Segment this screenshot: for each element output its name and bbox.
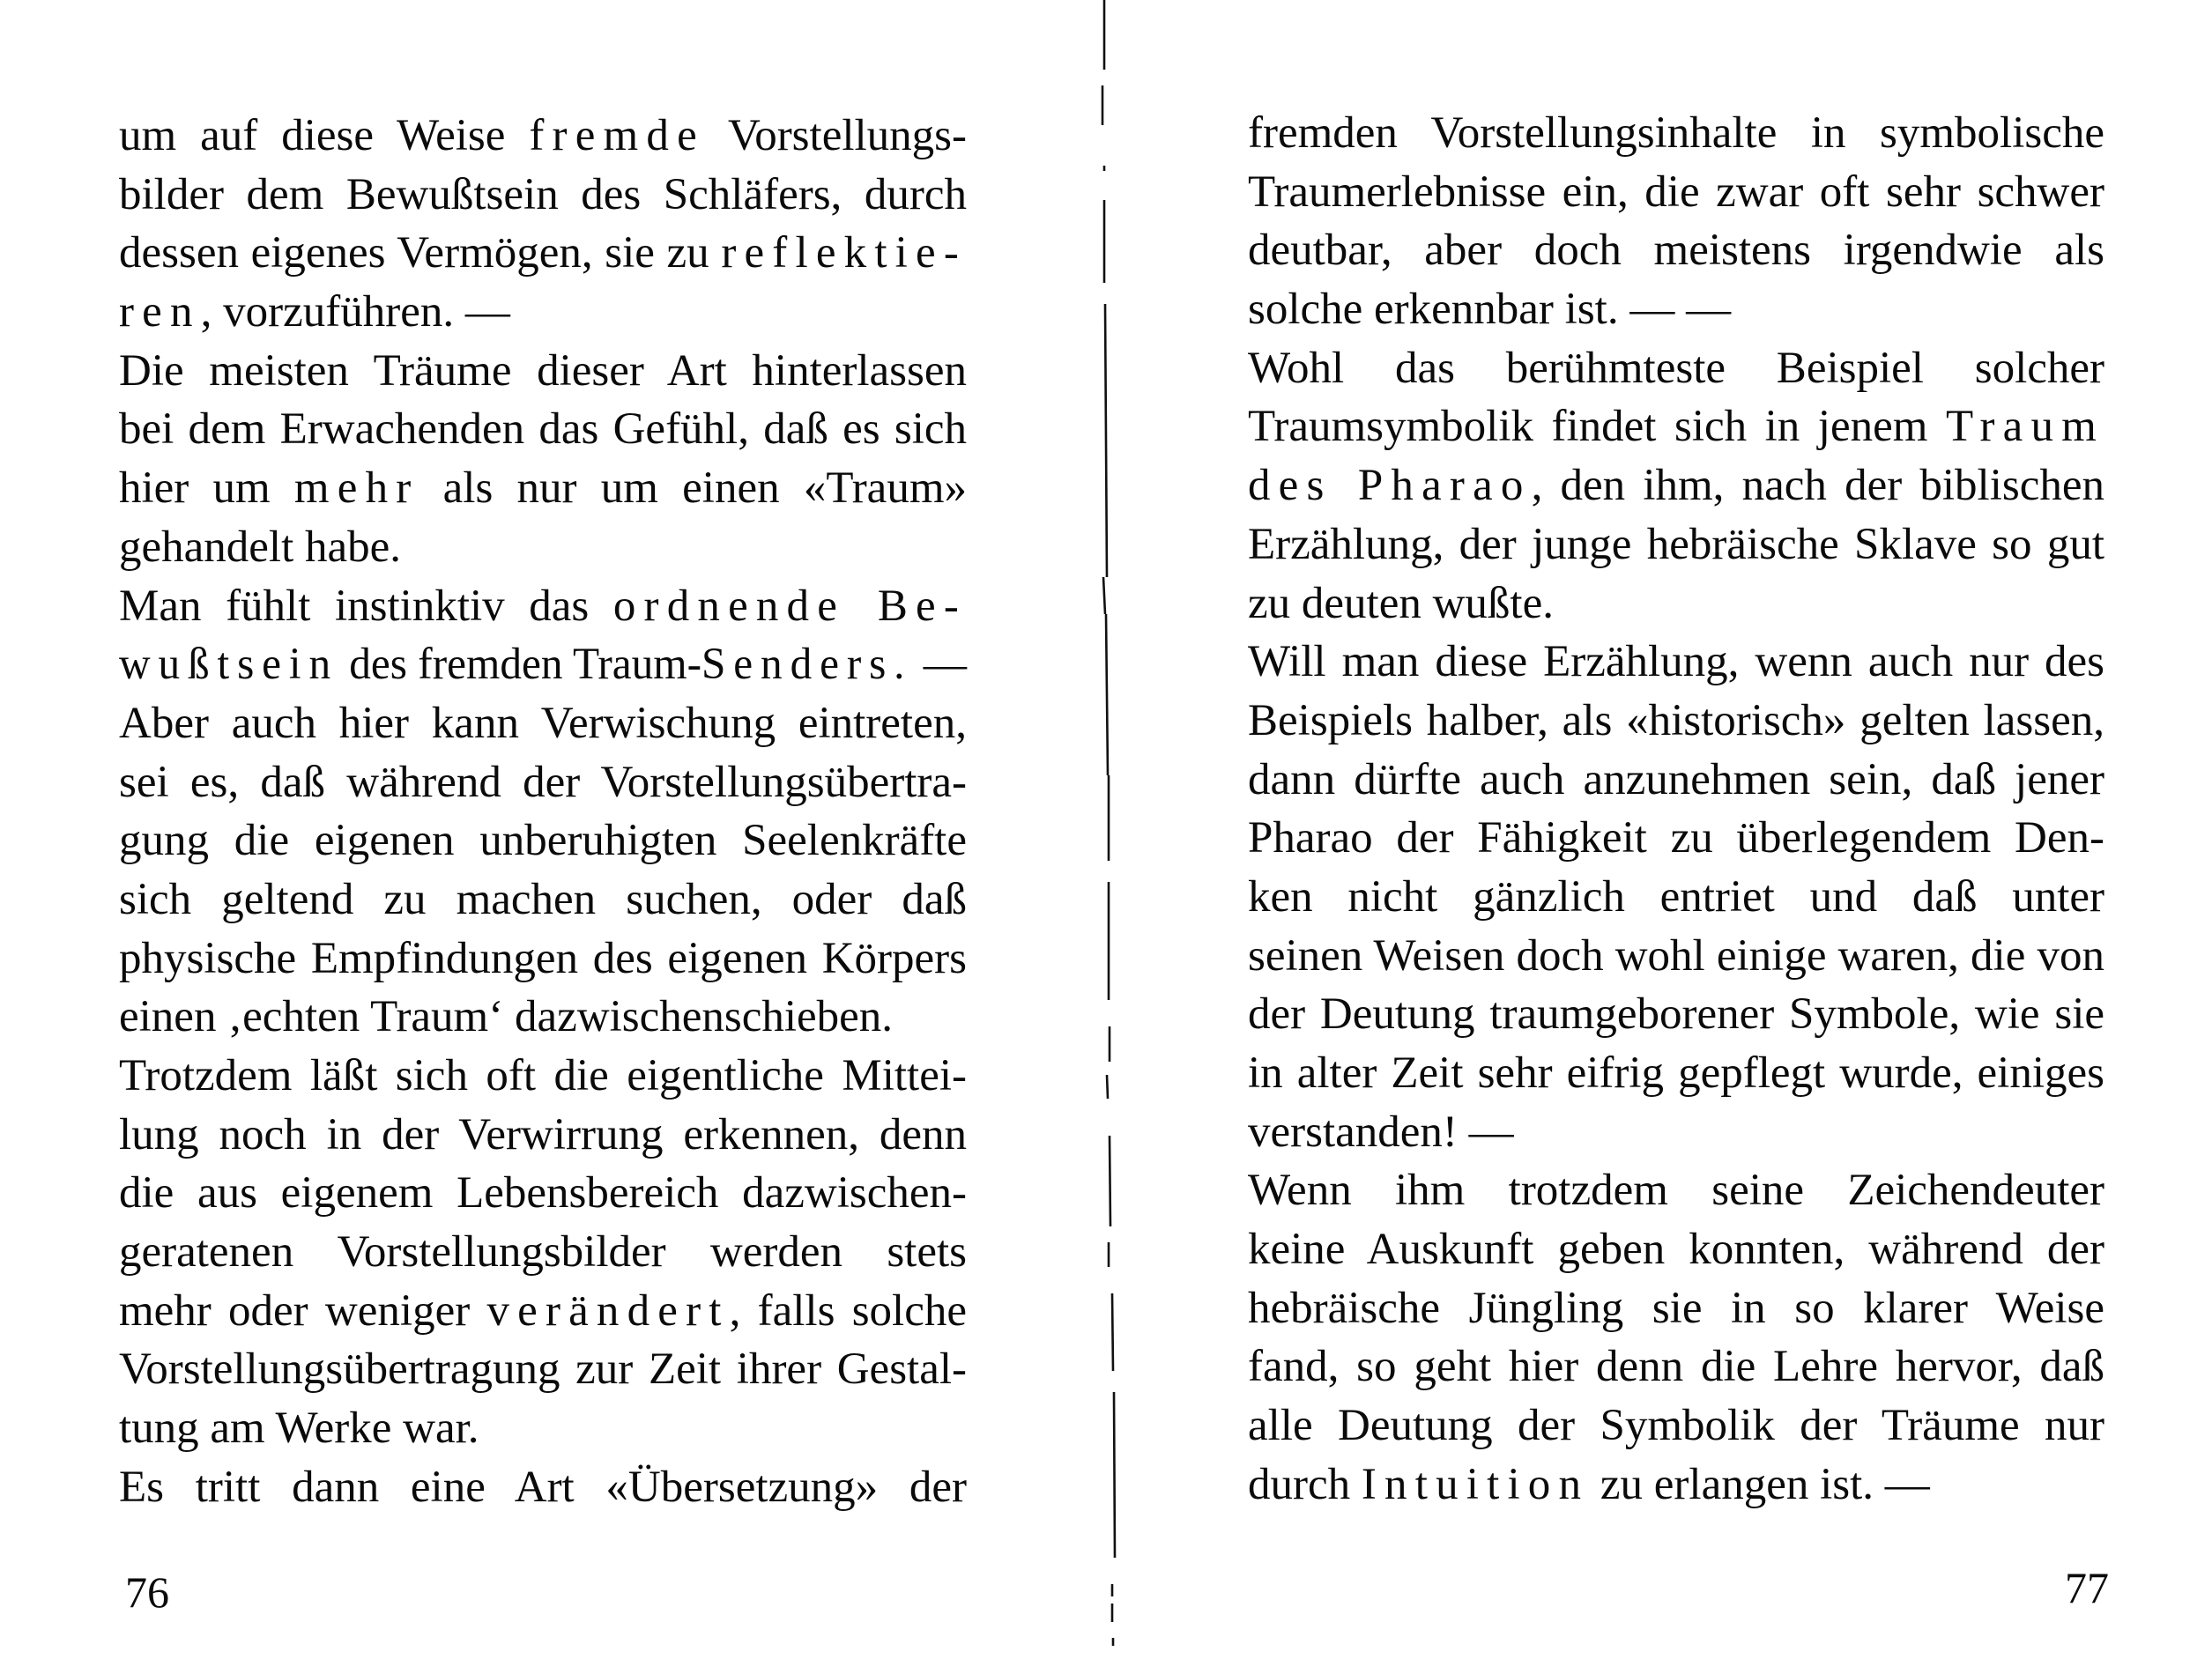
text-segment: Die meisten Träume dieser Art hinterlassen bbox=[119, 345, 967, 396]
gutter-line-segment bbox=[1106, 614, 1108, 775]
text-segment: in alter Zeit sehr eifrig gepflegt wurde, einiges bbox=[1248, 1048, 2104, 1098]
text-segment: des fremden Traum- bbox=[338, 640, 702, 690]
gutter-line-segment bbox=[1105, 304, 1107, 577]
text-segment: Es tritt dann eine Art «Übersetzung» der bbox=[119, 1462, 967, 1512]
spaced-emphasis-text: ren bbox=[119, 287, 201, 337]
text-segment: mehr oder weniger bbox=[119, 1285, 487, 1336]
text-line bbox=[119, 107, 967, 166]
spaced-emphasis-text: ordnende Be- bbox=[612, 581, 968, 631]
text-line bbox=[1248, 692, 2104, 751]
text-segment: lung noch in der Verwirrung erkennen, denn bbox=[119, 1109, 967, 1159]
text-line bbox=[119, 1106, 967, 1165]
text-segment: hier um bbox=[119, 463, 294, 514]
text-line bbox=[119, 1458, 967, 1517]
text-segment: ken nicht gänzlich entriet und daß unter bbox=[1248, 871, 2104, 922]
text-segment: Vorstellungsübertragung zur Zeit ihrer Gestal- bbox=[119, 1344, 967, 1395]
text-line bbox=[1248, 163, 2104, 222]
spaced-emphasis-text: reflektie- bbox=[721, 228, 967, 278]
text-segment: als nur um einen «Traum» bbox=[419, 463, 967, 514]
text-line-paragraph-end bbox=[119, 518, 967, 577]
text-line bbox=[1248, 1161, 2104, 1220]
text-segment: — bbox=[912, 640, 967, 690]
text-segment: Traumerlebnisse ein, die zwar oft sehr schwer bbox=[1248, 167, 2104, 217]
spaced-emphasis-text: wußtsein bbox=[119, 640, 338, 690]
gutter-line-segment bbox=[1103, 577, 1105, 614]
text-line bbox=[1248, 339, 2104, 398]
text-segment: Beispiels halber, als «historisch» gelten lassen, bbox=[1248, 695, 2104, 745]
text-segment: seinen Weisen doch wohl einige waren, die von bbox=[1248, 930, 2104, 981]
text-segment: Man fühlt instinktiv das bbox=[119, 581, 613, 631]
text-line-paragraph-end bbox=[119, 283, 967, 342]
text-segment: verstanden! — bbox=[1248, 1107, 1514, 1157]
text-segment: , den ihm, nach der biblischen bbox=[1531, 461, 2105, 511]
text-line bbox=[119, 635, 967, 694]
text-line-paragraph-end bbox=[1248, 574, 2104, 633]
text-line bbox=[1248, 1396, 2104, 1455]
left-page-text-column bbox=[119, 107, 967, 1517]
right-page-text-column bbox=[1248, 104, 2104, 1515]
text-line bbox=[1248, 985, 2104, 1044]
text-segment: einen ‚echten Traum‘ dazwischenschieben. bbox=[119, 992, 894, 1042]
text-line-paragraph-end bbox=[1248, 1455, 2104, 1515]
text-line bbox=[119, 1340, 967, 1399]
text-line bbox=[119, 166, 967, 225]
spaced-emphasis-text: mehr bbox=[293, 463, 419, 514]
text-line-paragraph-end bbox=[119, 1399, 967, 1458]
text-segment: hebräische Jüngling sie in so klarer Weise bbox=[1248, 1283, 2104, 1333]
text-segment: sich geltend zu machen suchen, oder daß bbox=[119, 874, 967, 924]
text-line bbox=[119, 694, 967, 753]
text-segment: um auf diese Weise bbox=[119, 111, 530, 160]
text-line bbox=[119, 811, 967, 870]
text-segment: deutbar, aber doch meistens irgendwie als bbox=[1248, 226, 2104, 276]
text-segment: keine Auskunft geben konnten, während der bbox=[1248, 1225, 2104, 1275]
text-segment: dann dürfte auch anzunehmen sein, daß jener bbox=[1248, 754, 2104, 804]
spaced-emphasis-text: Intuition bbox=[1361, 1459, 1590, 1509]
text-segment: solche erkennbar ist. — — bbox=[1248, 285, 1732, 335]
text-segment: fand, so geht hier denn die Lehre hervor, daß bbox=[1248, 1342, 2104, 1392]
spaced-emphasis-text: Traum bbox=[1945, 402, 2104, 452]
text-segment: Aber auch hier kann Verwischung eintreten, bbox=[119, 698, 967, 748]
text-segment: durch bbox=[1248, 1459, 1362, 1509]
spaced-emphasis-text: fremde bbox=[529, 111, 705, 160]
text-line bbox=[119, 1223, 967, 1282]
text-line bbox=[119, 1282, 967, 1341]
text-line bbox=[1248, 633, 2104, 692]
text-segment: , vorzuführen. — bbox=[200, 287, 510, 337]
text-line bbox=[1248, 1337, 2104, 1396]
text-segment: fremden Vorstellungsinhalte in symbolische bbox=[1248, 108, 2104, 158]
text-line bbox=[1248, 809, 2104, 868]
text-segment: , falls solche bbox=[729, 1285, 967, 1336]
spaced-emphasis-text: verändert bbox=[486, 1285, 730, 1336]
right-page bbox=[1110, 0, 2212, 1674]
text-segment: zu deuten wußte. bbox=[1248, 578, 1554, 628]
text-segment: Wohl das berühmteste Beispiel solcher bbox=[1248, 343, 2104, 393]
text-line bbox=[1248, 397, 2104, 456]
text-line bbox=[1248, 1220, 2104, 1279]
text-line bbox=[119, 930, 967, 989]
text-line bbox=[119, 400, 967, 459]
text-line bbox=[1248, 456, 2104, 515]
text-line bbox=[1248, 104, 2104, 163]
text-segment: zu erlangen ist. — bbox=[1589, 1459, 1930, 1509]
text-segment: gung die eigenen unberuhigten Seelenkräfte bbox=[119, 816, 967, 866]
text-segment: Trotzdem läßt sich oft die eigentliche Mittei- bbox=[119, 1051, 967, 1100]
text-line bbox=[119, 224, 967, 283]
page-number-right: 77 bbox=[2065, 1563, 2109, 1612]
text-line bbox=[1248, 751, 2104, 810]
text-segment: Will man diese Erzählung, wenn auch nur des bbox=[1248, 637, 2104, 687]
text-line-paragraph-end bbox=[119, 988, 967, 1047]
text-line-paragraph-end bbox=[1248, 280, 2104, 339]
text-line bbox=[1248, 868, 2104, 927]
text-segment: Wenn ihm trotzdem seine Zeichendeuter bbox=[1248, 1166, 2104, 1216]
text-segment: bilder dem Bewußtsein des Schläfers, durch bbox=[119, 169, 967, 219]
text-segment: bei dem Erwachenden das Gefühl, daß es sich bbox=[119, 404, 967, 455]
text-line bbox=[119, 459, 967, 518]
text-segment: Pharao der Fähigkeit zu überlegendem Den- bbox=[1248, 813, 2104, 863]
text-line bbox=[119, 753, 967, 812]
text-line bbox=[1248, 515, 2104, 574]
spaced-emphasis-text: des Pharao bbox=[1248, 461, 1532, 511]
text-segment: der Deutung traumgeborener Symbole, wie sie bbox=[1248, 989, 2104, 1040]
text-line bbox=[119, 342, 967, 401]
text-line bbox=[119, 1164, 967, 1223]
text-line bbox=[1248, 927, 2104, 986]
text-segment: Vorstellungs- bbox=[704, 111, 968, 160]
text-line bbox=[1248, 1044, 2104, 1103]
text-segment: alle Deutung der Symbolik der Träume nur bbox=[1248, 1401, 2104, 1451]
text-segment: dessen eigenes Vermögen, sie zu bbox=[119, 228, 722, 278]
text-line bbox=[1248, 1279, 2104, 1338]
text-segment: geratenen Vorstellungsbilder werden stets bbox=[119, 1227, 967, 1278]
text-segment: Traumsymbolik findet sich in jenem bbox=[1248, 402, 1946, 452]
text-segment: physische Empfindungen des eigenen Körpers bbox=[119, 933, 967, 983]
text-line-paragraph-end bbox=[1248, 1103, 2104, 1162]
gutter-line-segment bbox=[1107, 1075, 1108, 1099]
text-line bbox=[119, 577, 967, 636]
page-number-left: 76 bbox=[125, 1567, 169, 1617]
text-segment: tung am Werke war. bbox=[119, 1404, 479, 1454]
text-line bbox=[119, 1047, 967, 1106]
left-page bbox=[0, 0, 1102, 1674]
text-line bbox=[1248, 221, 2104, 280]
text-line bbox=[119, 870, 967, 930]
spaced-emphasis-text: Senders. bbox=[701, 640, 913, 690]
text-segment: gehandelt habe. bbox=[119, 522, 402, 572]
text-segment: Erzählung, der junge hebräische Sklave so gut bbox=[1248, 519, 2104, 569]
text-segment: sei es, daß während der Vorstellungsübertra- bbox=[119, 757, 967, 807]
text-segment: die aus eigenem Lebensbereich dazwischen- bbox=[119, 1168, 967, 1218]
